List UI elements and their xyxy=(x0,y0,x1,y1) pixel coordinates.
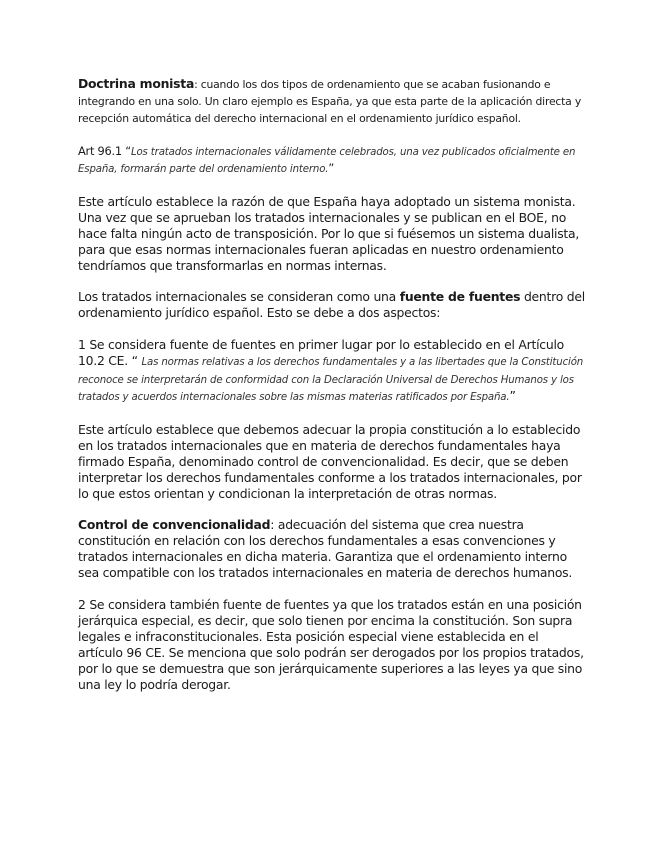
document-body xyxy=(78,76,586,693)
term-fuente-de-fuentes: fuente de fuentes xyxy=(399,289,521,305)
paragraph-monist-explanation: Este artículo establece la razón de que España haya adoptado un sistema monista. Una vez que se aprueban los tratados internacionales y se publican en el BOE, no hace falta ningún acto de transposición. Por lo que si fuésemos un sistema dualista, para que esas normas internacionales fueran aplicadas en nuestro ordenamiento tendríamos que transformarlas en normas internas. xyxy=(78,193,580,273)
article-reference: 1 Se considera fuente de fuentes en primer lugar por lo establecido en el Artículo 10.2 CE. “ xyxy=(78,337,564,369)
paragraph-hierarchy: 2 Se considera también fuente de fuentes ya que los tratados están en una posición jerárquica especial, es decir, que solo tienen por encima la constitución. Son supra legales e infraconstitucionales. Esta posición especial viene establecida en el artículo 96 CE. Se menciona que solo podrán ser derogados por los propios tratados, por lo que se demuestra que son jerárquicamente superiores a las leyes ya que sino una ley lo podría derogar. xyxy=(78,597,584,692)
quote-close: ” xyxy=(509,388,516,404)
article-quote: Las normas relativas a los derechos fundamentales y a las libertades que la Constitución reconoce se interpretarán de conformidad con la Declaración Universal de Derechos Humanos y los tratados y acuerdos internacionales sobre las mismas materias ratificados por España. xyxy=(78,357,584,404)
paragraph-doctrina-monista xyxy=(78,76,586,127)
paragraph-article-10-2 xyxy=(78,337,586,406)
quote-close: ” xyxy=(328,161,335,176)
term-control-convencionalidad: Control de convencionalidad xyxy=(78,517,271,533)
paragraph-article-96-1 xyxy=(78,143,586,178)
text-before-term: Los tratados internacionales se consideran como una xyxy=(78,289,400,305)
term-doctrina-monista: Doctrina monista xyxy=(78,76,195,91)
paragraph-conventionality-explanation: Este artículo establece que debemos adecuar la propia constitución a lo establecido en los tratados internacionales que en materia de derechos fundamentales haya firmado España, denominado control de convencionalidad. Es decir, que se deben interpretar los derechos fundamentales conforme a los tratados internacionales, por lo que estos orientan y condicionan la interpretación de otras normas. xyxy=(78,421,582,501)
paragraph-fuente-de-fuentes xyxy=(78,289,586,321)
article-quote: Los tratados internacionales válidamente celebrados, una vez publicados oficialmente en España, formarán parte del ordenamiento interno. xyxy=(78,146,576,176)
text-after-term: dentro del ordenamiento jurídico español. Esto se debe a dos aspectos: xyxy=(78,289,585,321)
definition-text: : cuando los dos tipos de ordenamiento que se acaban fusionando e integrando en una solo. Un claro ejemplo es España, ya que esta parte de la aplicación directa y recepción automática del derecho internacional en el ordenamiento jurídico español. xyxy=(78,78,582,125)
paragraph-control-convencionalidad xyxy=(78,517,586,581)
definition-text: : adecuación del sistema que crea nuestra constitución en relación con los derechos fundamentales a esas convenciones y tratados internacionales en dicha materia. Garantiza que el ordenamiento interno sea compatible con los tratados internacionales en materia de derechos humanos. xyxy=(78,517,573,581)
article-reference: Art 96.1 “ xyxy=(78,143,131,158)
